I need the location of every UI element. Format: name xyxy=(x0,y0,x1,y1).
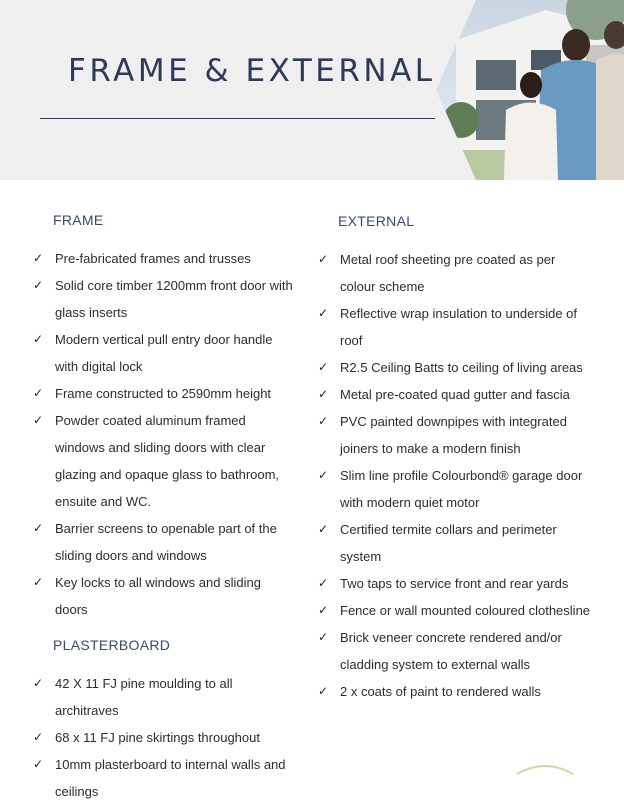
list-item: ✓ Modern vertical pull entry door handle with digital lock xyxy=(33,326,293,380)
list-item: ✓ Slim line profile Colourbond® garage door with modern quiet motor xyxy=(318,462,593,516)
external-list xyxy=(318,246,593,705)
check-icon: ✓ xyxy=(318,252,329,266)
plasterboard-heading: PLASTERBOARD xyxy=(53,637,171,653)
check-icon: ✓ xyxy=(33,413,44,427)
external-heading: EXTERNAL xyxy=(338,213,415,229)
check-icon: ✓ xyxy=(318,576,329,590)
list-item: ✓ Powder coated aluminum framed windows and sliding doors with clear glazing and opaque glass to bathroom, ensuite and WC. xyxy=(33,407,293,515)
plasterboard-list xyxy=(33,670,293,805)
list-item: ✓ 2 x coats of paint to rendered walls xyxy=(318,678,593,705)
list-item: ✓ Reflective wrap insulation to underside of roof xyxy=(318,300,593,354)
check-icon: ✓ xyxy=(33,251,44,265)
check-icon: ✓ xyxy=(318,522,329,536)
page-title: FRAME & EXTERNAL xyxy=(68,53,436,89)
list-item: ✓ 68 x 11 FJ pine skirtings throughout xyxy=(33,724,293,751)
list-item: ✓ Metal pre-coated quad gutter and fascia xyxy=(318,381,593,408)
check-icon: ✓ xyxy=(33,278,44,292)
frame-heading: FRAME xyxy=(53,212,104,228)
check-icon: ✓ xyxy=(33,757,44,771)
list-item: ✓ Brick veneer concrete rendered and/or cladding system to external walls xyxy=(318,624,593,678)
check-icon: ✓ xyxy=(33,676,44,690)
list-item: ✓ Two taps to service front and rear yards xyxy=(318,570,593,597)
check-icon: ✓ xyxy=(318,414,329,428)
frame-list xyxy=(33,245,293,623)
family-house-photo xyxy=(436,0,624,180)
check-icon: ✓ xyxy=(33,332,44,346)
check-icon: ✓ xyxy=(318,630,329,644)
list-item: ✓ PVC painted downpipes with integrated joiners to make a modern finish xyxy=(318,408,593,462)
check-icon: ✓ xyxy=(318,360,329,374)
check-icon: ✓ xyxy=(318,306,329,320)
list-item: ✓ Frame constructed to 2590mm height xyxy=(33,380,293,407)
list-item: ✓ R2.5 Ceiling Batts to ceiling of living areas xyxy=(318,354,593,381)
list-item: ✓ Metal roof sheeting pre coated as per colour scheme xyxy=(318,246,593,300)
header-band xyxy=(0,0,624,180)
list-item: ✓ Certified termite collars and perimeter system xyxy=(318,516,593,570)
check-icon: ✓ xyxy=(318,387,329,401)
list-item: ✓ 42 X 11 FJ pine moulding to all architraves xyxy=(33,670,293,724)
check-icon: ✓ xyxy=(33,386,44,400)
check-icon: ✓ xyxy=(33,730,44,744)
check-icon: ✓ xyxy=(318,684,329,698)
list-item: ✓ Solid core timber 1200mm front door with glass inserts xyxy=(33,272,293,326)
list-item: ✓ Fence or wall mounted coloured clothesline xyxy=(318,597,593,624)
check-icon: ✓ xyxy=(33,575,44,589)
check-icon: ✓ xyxy=(318,468,329,482)
list-item: ✓ Barrier screens to openable part of the sliding doors and windows xyxy=(33,515,293,569)
decorative-swoosh xyxy=(515,760,575,775)
list-item: ✓ 10mm plasterboard to internal walls and ceilings xyxy=(33,751,293,805)
check-icon: ✓ xyxy=(318,603,329,617)
list-item: ✓ Key locks to all windows and sliding doors xyxy=(33,569,293,623)
title-underline xyxy=(40,118,435,119)
check-icon: ✓ xyxy=(33,521,44,535)
list-item: ✓ Pre-fabricated frames and trusses xyxy=(33,245,293,272)
